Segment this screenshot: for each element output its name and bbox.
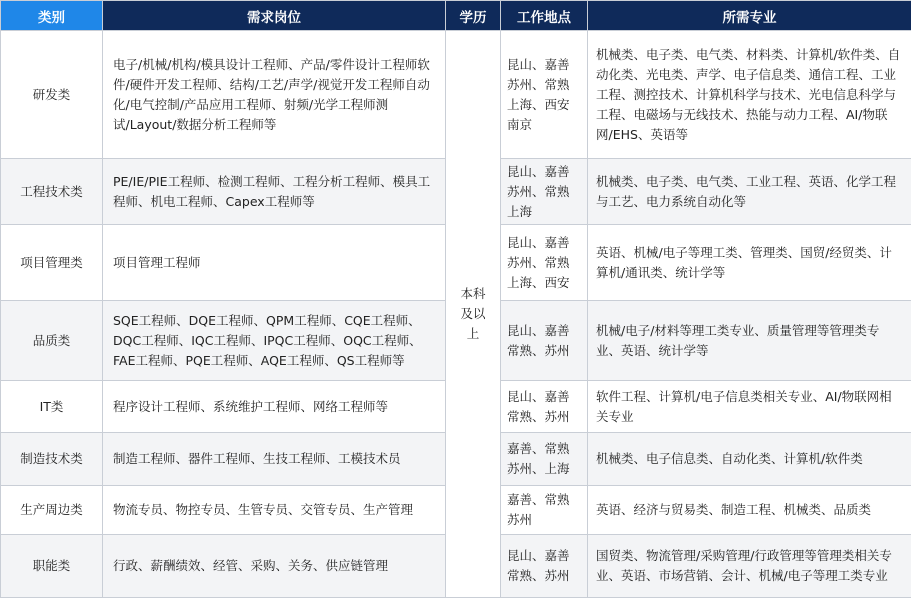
- header-position: 需求岗位: [103, 1, 446, 31]
- positions-cell: 电子/机械/机构/模具设计工程师、产品/零件设计工程师软件/硬件开发工程师、结构/工艺/声学/视觉开发工程师自动化/电气控制/产品应用工程师、射频/光学工程师测试/Layout/数据分析工程师等: [103, 31, 446, 159]
- category-cell: IT类: [1, 381, 103, 433]
- majors-cell: 国贸类、物流管理/采购管理/行政管理等管理类相关专业、英语、市场营销、会计、机械/电子等理工类专业: [588, 535, 911, 598]
- positions-cell: 物流专员、物控专员、生管专员、交管专员、生产管理: [103, 486, 446, 535]
- education-cell: [446, 31, 501, 598]
- positions-cell: SQE工程师、DQE工程师、QPM工程师、CQE工程师、DQC工程师、IQC工程师、IPQC工程师、OQC工程师、FAE工程师、PQE工程师、AQE工程师、QS工程师等: [103, 301, 446, 381]
- header-category: 类别: [1, 1, 103, 31]
- positions-cell: PE/IE/PIE工程师、检测工程师、工程分析工程师、模具工程师、机电工程师、Capex工程师等: [103, 159, 446, 225]
- majors-cell: 机械/电子/材料等理工类专业、质量管理等管理类专业、英语、统计学等: [588, 301, 911, 381]
- positions-cell: 制造工程师、器件工程师、生技工程师、工模技术员: [103, 433, 446, 486]
- category-cell: 生产周边类: [1, 486, 103, 535]
- table-row: [1, 31, 911, 159]
- positions-cell: 行政、薪酬绩效、经管、采购、关务、供应链管理: [103, 535, 446, 598]
- majors-cell: 机械类、电子信息类、自动化类、计算机/软件类: [588, 433, 911, 486]
- header-education: 学历: [446, 1, 501, 31]
- location-cell: 嘉善、常熟苏州: [501, 486, 588, 535]
- category-cell: 品质类: [1, 301, 103, 381]
- location-cell: 昆山、嘉善常熟、苏州: [501, 535, 588, 598]
- location-cell: 昆山、嘉善常熟、苏州: [501, 301, 588, 381]
- majors-cell: 英语、机械/电子等理工类、管理类、国贸/经贸类、计算机/通讯类、统计学等: [588, 225, 911, 301]
- header-location: 工作地点: [501, 1, 588, 31]
- category-cell: 职能类: [1, 535, 103, 598]
- majors-cell: 英语、经济与贸易类、制造工程、机械类、品质类: [588, 486, 911, 535]
- majors-cell: 机械类、电子类、电气类、工业工程、英语、化学工程与工艺、电力系统自动化等: [588, 159, 911, 225]
- category-cell: 研发类: [1, 31, 103, 159]
- positions-cell: 程序设计工程师、系统维护工程师、网络工程师等: [103, 381, 446, 433]
- category-cell: 项目管理类: [1, 225, 103, 301]
- location-cell: 昆山、嘉善常熟、苏州: [501, 381, 588, 433]
- location-cell: 昆山、嘉善苏州、常熟上海、西安南京: [501, 31, 588, 159]
- category-cell: 工程技术类: [1, 159, 103, 225]
- location-cell: 昆山、嘉善苏州、常熟上海: [501, 159, 588, 225]
- majors-cell: 机械类、电子类、电气类、材料类、计算机/软件类、自动化类、光电类、声学、电子信息类、通信工程、工业工程、测控技术、计算机科学与技术、光电信息科学与工程、电磁场与无线技术、热能与动力工程、AI/物联网/EHS、英语等: [588, 31, 911, 159]
- education-value: 本科及以上: [459, 284, 488, 344]
- category-cell: 制造技术类: [1, 433, 103, 486]
- location-cell: 嘉善、常熟苏州、上海: [501, 433, 588, 486]
- header-major: 所需专业: [588, 1, 911, 31]
- location-cell: 昆山、嘉善苏州、常熟上海、西安: [501, 225, 588, 301]
- header-row: [1, 1, 911, 31]
- majors-cell: 软件工程、计算机/电子信息类相关专业、AI/物联网相关专业: [588, 381, 911, 433]
- positions-cell: 项目管理工程师: [103, 225, 446, 301]
